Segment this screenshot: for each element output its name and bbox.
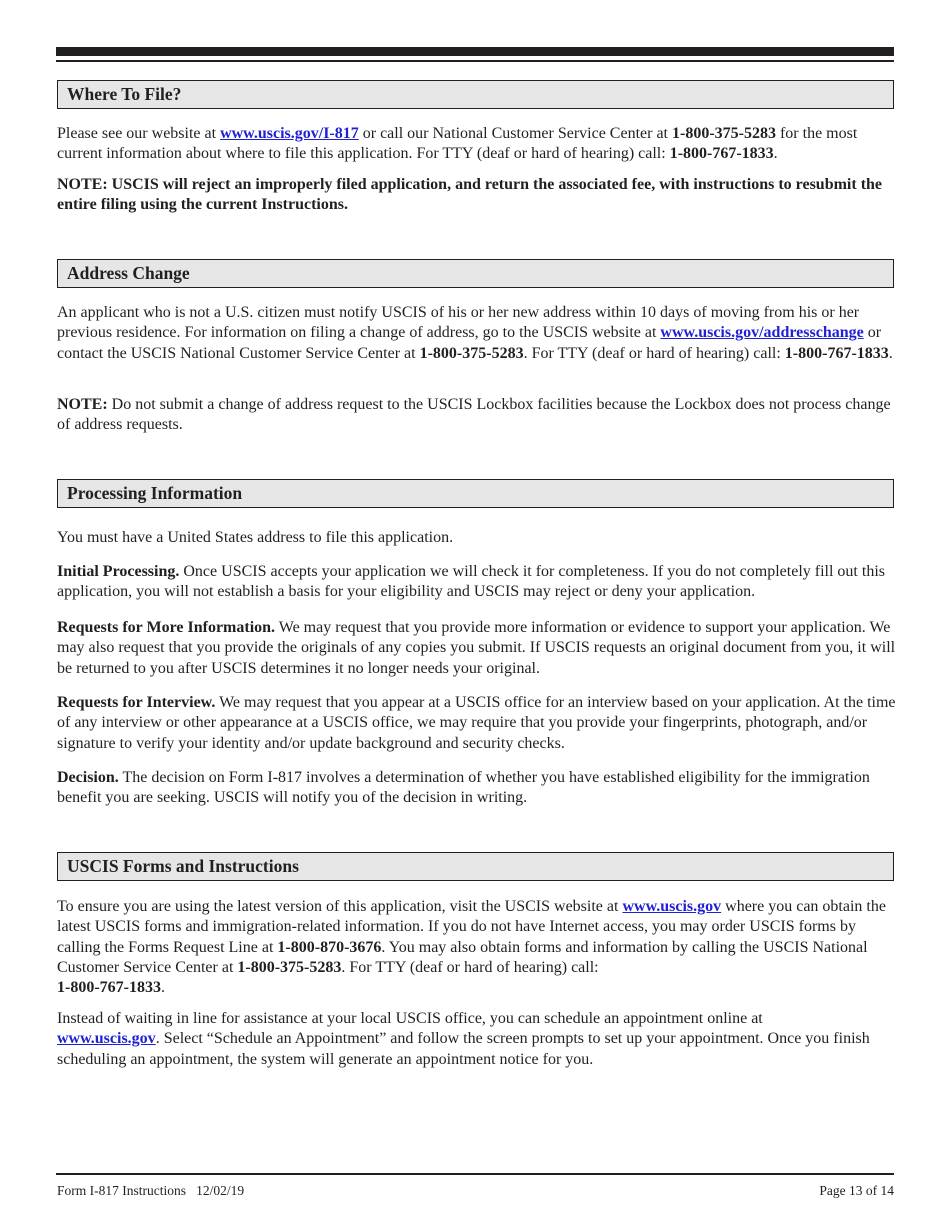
text-run: . — [160, 979, 165, 997]
requests-more-info-text: We may request that you provide more information or evidence to support your application. We may also request that you provide the originals of any copies you submit. If USCIS requests an original document from you, it will be returned to you after USCIS determines it no longer needs your original. — [57, 619, 896, 677]
requests-interview-paragraph — [57, 693, 897, 754]
note-label: NOTE: — [57, 396, 108, 413]
top-rule-thin — [56, 60, 894, 62]
link-uscis-gov[interactable]: www.uscis.gov — [622, 898, 722, 915]
decision-label: Decision. — [57, 769, 119, 786]
requests-more-info-paragraph — [57, 618, 897, 679]
text-run: To ensure you are using the latest version of this application, visit the USCIS website at — [57, 898, 623, 915]
text-run: for the most current information about where to file this application. For TTY (deaf or hard of hearing) call: — [57, 125, 858, 163]
initial-processing-paragraph — [57, 562, 897, 603]
heading-uscis-forms-instructions: USCIS Forms and Instructions — [57, 852, 894, 881]
text-run: . — [888, 344, 893, 362]
link-uscis-i-817[interactable]: www.uscis.gov/I-817 — [220, 125, 359, 142]
text-run: . For TTY (deaf or hard of hearing) call: — [341, 958, 599, 976]
text-run: . You may also obtain forms and information by calling the USCIS National Customer Service Center at — [57, 938, 868, 976]
text-run: or contact the USCIS National Customer Service Center at — [57, 324, 882, 362]
initial-processing-label: Initial Processing. — [57, 563, 180, 580]
heading-processing-information: Processing Information — [57, 479, 894, 508]
processing-address-requirement: You must have a United States address to file this application. — [57, 529, 454, 546]
footer-rule — [56, 1173, 894, 1175]
phone-forms-request: 1-800-870-3676 — [277, 938, 382, 956]
footer-page-number: Page 13 of 14 — [819, 1183, 894, 1198]
text-run: . For TTY (deaf or hard of hearing) call: — [523, 344, 785, 362]
text-run: Instead of waiting in line for assistance at your local USCIS office, you can schedule an appointment online at — [57, 1010, 763, 1027]
address-change-note — [57, 395, 897, 436]
footer-form-name: Form I-817 Instructions 12/02/19 — [57, 1183, 245, 1198]
text-run: Please see our website at — [57, 125, 221, 142]
top-rule-thick — [56, 47, 894, 56]
decision-paragraph — [57, 768, 897, 809]
phone-tty: 1-800-767-1833 — [57, 979, 161, 997]
where-to-file-note: NOTE: USCIS will reject an improperly filed application, and return the associated fee, with instructions to resubmit the entire filing using the current Instructions. — [57, 176, 883, 214]
text-run: . — [773, 145, 778, 163]
phone-tty: 1-800-767-1833 — [669, 145, 774, 163]
text-run: where you can obtain the latest USCIS forms and immigration-related information. If you do not have Internet access, you may order USCIS forms by calling the Forms Request Line at — [57, 898, 886, 956]
where-to-file-paragraph — [57, 124, 897, 165]
phone-tty: 1-800-767-1833 — [784, 344, 889, 362]
link-uscis-addresschange[interactable]: www.uscis.gov/addresschange — [660, 324, 864, 342]
appointment-paragraph — [57, 1009, 897, 1070]
text-run: . Select “Schedule an Appointment” and follow the screen prompts to set up your appointment. Once you finish scheduling an appointment, the system will generate an appointment notice for you. — [57, 1030, 870, 1068]
note-text: Do not submit a change of address request to the USCIS Lockbox facilities because the Lockbox does not process change of address requests. — [57, 396, 891, 434]
link-uscis-gov-appointment[interactable]: www.uscis.gov — [57, 1030, 156, 1048]
requests-interview-text: We may request that you appear at a USCIS office for an interview based on your application. At the time of any interview or other appearance at a USCIS office, we may require that you provide your fingerprints, photograph, and/or signature to verify your identity and/or update background and security checks. — [57, 694, 896, 752]
address-change-paragraph — [57, 303, 897, 364]
phone-ncsc: 1-800-375-5283 — [237, 958, 342, 976]
heading-where-to-file: Where To File? — [57, 80, 894, 109]
requests-more-info-label: Requests for More Information. — [57, 619, 276, 636]
decision-text: The decision on Form I-817 involves a determination of whether you have established eligibility for the immigration benefit you are seeking. USCIS will notify you of the decision in writing. — [57, 769, 870, 807]
phone-ncsc: 1-800-375-5283 — [671, 125, 776, 142]
heading-address-change: Address Change — [57, 259, 894, 288]
forms-paragraph — [57, 897, 897, 998]
text-run: or call our National Customer Service Center at — [358, 125, 672, 142]
requests-interview-label: Requests for Interview. — [57, 694, 216, 711]
phone-ncsc: 1-800-375-5283 — [419, 344, 524, 362]
text-run: An applicant who is not a U.S. citizen must notify USCIS of his or her new address within 10 days of moving from his or her previous residence. For information on filing a change of address, go to the USCIS website at — [57, 304, 860, 342]
initial-processing-text: Once USCIS accepts your application we will check it for completeness. If you do not completely fill out this application, you will not establish a basis for your eligibility and USCIS may reject or deny your application. — [57, 563, 885, 601]
